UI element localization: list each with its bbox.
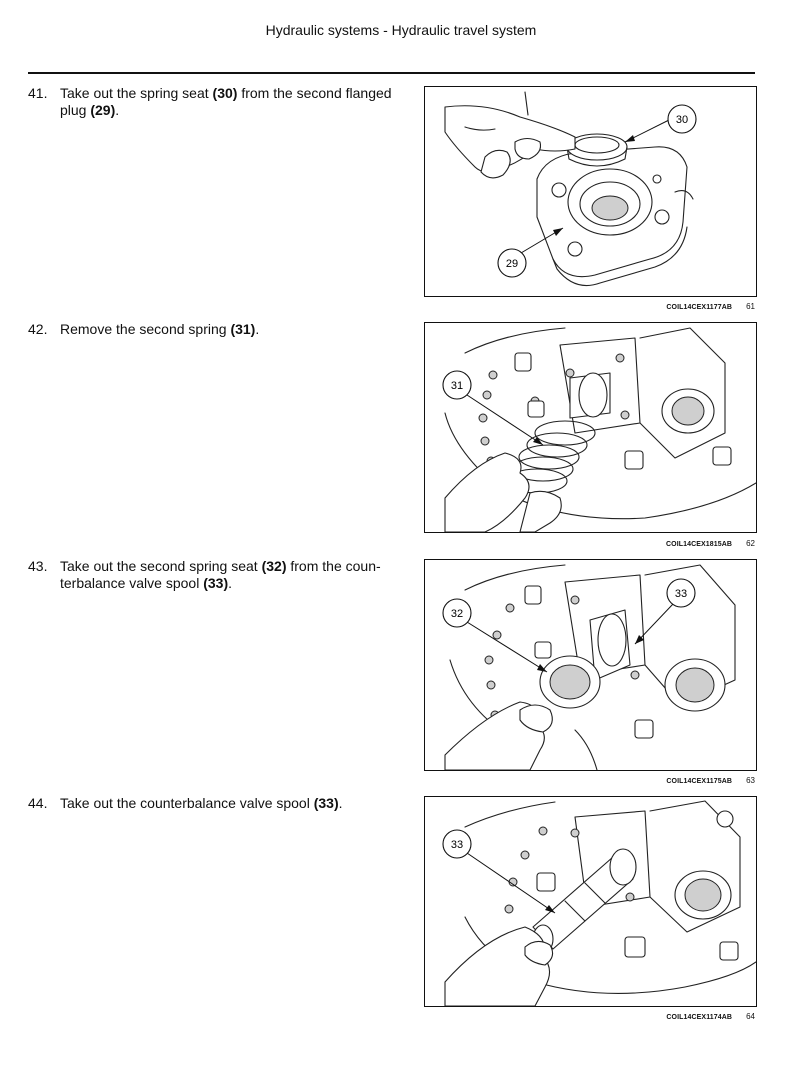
- part-ref: (31): [230, 321, 256, 337]
- callout-33: [635, 579, 695, 644]
- part-ref: (33): [203, 575, 229, 591]
- svg-text:33: 33: [450, 839, 464, 851]
- step-number: 43.: [28, 558, 48, 574]
- callout-30: [625, 105, 696, 142]
- svg-text:32: 32: [450, 608, 464, 620]
- callout-33: [443, 830, 555, 913]
- step-text: Take out the spring seat (30) from the second flanged plug (29).: [60, 85, 392, 118]
- step-number: 41.: [28, 85, 48, 101]
- figure-62-caption: [424, 539, 755, 548]
- figure-number: 64: [746, 1012, 755, 1021]
- step-text: Take out the second spring seat (32) from the coun-terbalance valve spool (33).: [60, 558, 381, 591]
- figure-63-illustration: [424, 559, 757, 771]
- step-text: Remove the second spring (31).: [60, 321, 260, 337]
- svg-text:30: 30: [675, 114, 689, 126]
- part-ref: (32): [261, 558, 287, 574]
- page-header: Hydraulic systems - Hydraulic travel system: [265, 22, 537, 38]
- figure-code: COIL14CEX1815AB: [666, 541, 733, 548]
- figure-code: COIL14CEX1175AB: [666, 778, 733, 785]
- part-ref: (29): [90, 102, 116, 118]
- header-rule: [28, 72, 755, 74]
- figure-number: 63: [746, 776, 755, 785]
- figure-code: COIL14CEX1174AB: [666, 1014, 733, 1021]
- step-text: Take out the counterbalance valve spool (33).: [60, 795, 343, 811]
- figure-code: COIL14CEX1177AB: [666, 304, 733, 311]
- svg-text:33: 33: [674, 588, 688, 600]
- step-number: 42.: [28, 321, 48, 337]
- figure-61-illustration: [424, 86, 757, 297]
- svg-text:29: 29: [505, 258, 519, 270]
- step-41: [28, 85, 403, 119]
- figure-64-caption: [424, 1012, 755, 1021]
- step-42: [28, 321, 403, 338]
- step-44: [28, 795, 403, 812]
- step-number: 44.: [28, 795, 48, 811]
- figure-64-illustration: [424, 796, 757, 1007]
- part-ref: (33): [313, 795, 339, 811]
- step-43: [28, 558, 403, 592]
- svg-text:31: 31: [450, 380, 464, 392]
- figure-number: 61: [746, 302, 755, 311]
- figure-number: 62: [746, 539, 755, 548]
- part-ref: (30): [212, 85, 238, 101]
- figure-61-caption: [424, 302, 755, 311]
- figure-62-illustration: [424, 322, 757, 533]
- figure-63-caption: [424, 776, 755, 785]
